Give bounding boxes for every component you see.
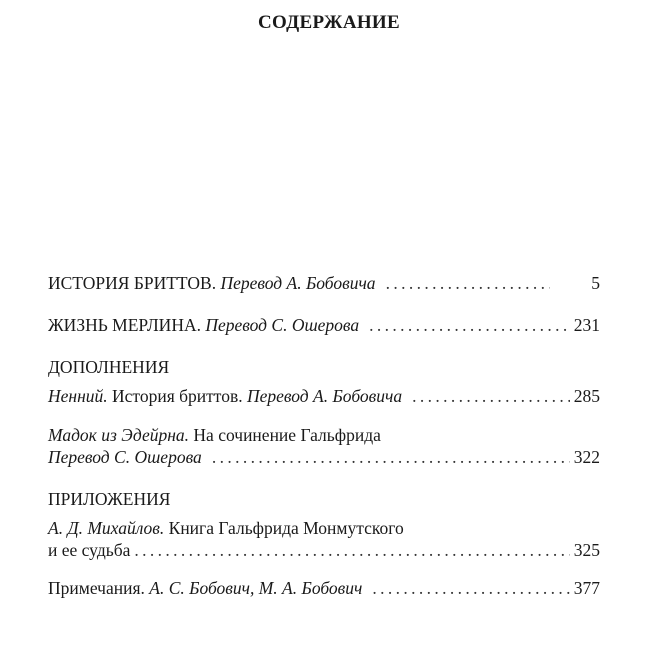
entry-credit: Перевод С. Ошерова — [205, 315, 360, 335]
entry-title: ЖИЗНЬ МЕРЛИНА. — [48, 315, 201, 335]
toc-entry-mikhailov-line1[interactable] — [48, 517, 404, 539]
toc-entry-madoc-line1[interactable] — [48, 424, 381, 446]
section-heading-appendices: ПРИЛОЖЕНИЯ — [48, 489, 171, 509]
entry-credit: Перевод А. Бобовича — [247, 386, 403, 406]
toc-entry-nennius[interactable] — [48, 385, 600, 407]
entry-title: История бриттов. — [112, 386, 243, 406]
leader-dots — [369, 314, 570, 336]
toc-entry-mikhailov-line2[interactable] — [48, 539, 600, 561]
page-number: 285 — [573, 386, 600, 406]
entry-title-cont: и ее судьба — [48, 540, 131, 560]
entry-author: Мадок из Эдейрна. — [48, 425, 190, 445]
page-number: 231 — [573, 315, 600, 335]
entry-title: На сочинение Гальфрида — [193, 425, 381, 445]
entry-author: Ненний. — [48, 386, 108, 406]
entry-title: Книга Гальфрида Монмутского — [168, 518, 404, 538]
toc-entry-madoc-line2[interactable] — [48, 446, 600, 468]
toc-entry-history-of-britons[interactable] — [48, 272, 600, 294]
entry-credit: Перевод А. Бобовича — [220, 273, 376, 293]
entry-title: Примечания. — [48, 578, 145, 598]
page-number: 377 — [573, 578, 600, 598]
page-number: 325 — [573, 540, 600, 560]
leader-dots — [412, 385, 570, 407]
page-number: 5 — [591, 273, 600, 293]
entry-credit: А. С. Бобович, М. А. Бобович — [149, 578, 363, 598]
entry-author: А. Д. Михайлов. — [48, 518, 165, 538]
toc-entry-notes[interactable] — [48, 577, 600, 599]
toc-entry-life-of-merlin[interactable] — [48, 314, 600, 336]
page-title: СОДЕРЖАНИЕ — [258, 12, 400, 33]
entry-title: ИСТОРИЯ БРИТТОВ. — [48, 273, 217, 293]
leader-dots — [212, 446, 570, 468]
page-number: 322 — [573, 447, 600, 467]
leader-dots — [386, 272, 550, 294]
section-heading-supplements: ДОПОЛНЕНИЯ — [48, 357, 170, 377]
entry-credit: Перевод С. Ошерова — [48, 447, 202, 467]
leader-dots — [134, 539, 569, 561]
leader-dots — [372, 577, 569, 599]
